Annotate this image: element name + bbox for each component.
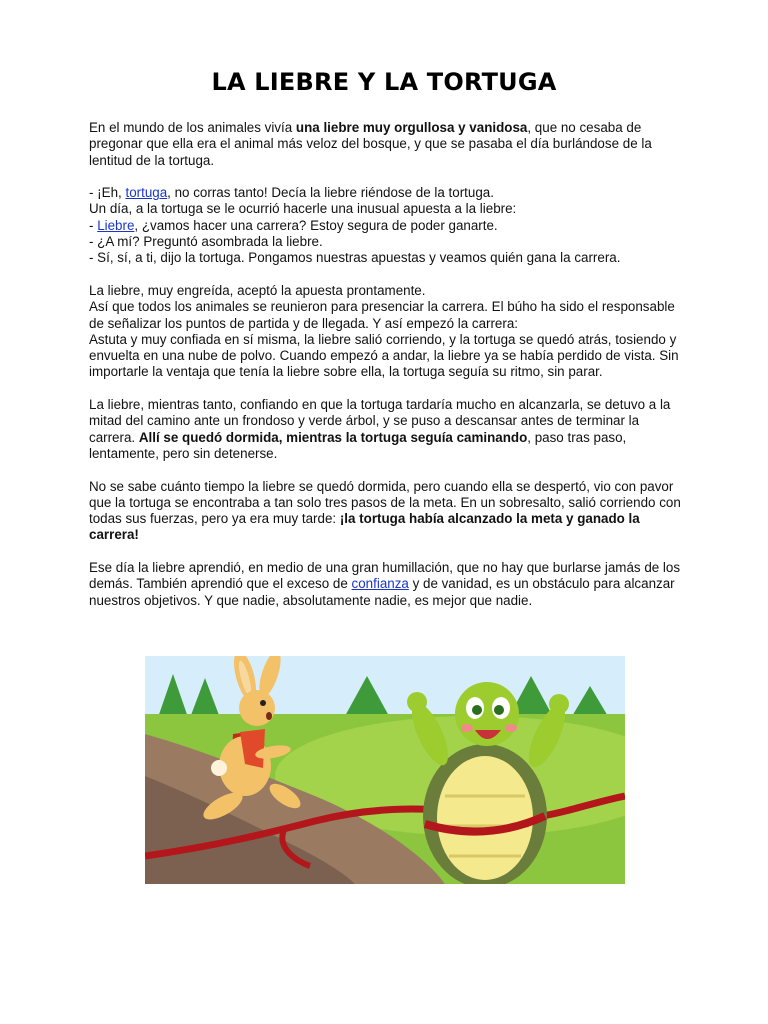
turtle-shell-front: [437, 756, 533, 880]
paragraph-text: , paso tras paso, lentamente, pero sin detenerse.: [89, 429, 627, 461]
paragraph-3: [89, 283, 681, 381]
line-text: - ¡Eh,: [89, 185, 126, 201]
hare-head: [239, 690, 275, 726]
narration-line: Astuta y muy confiada en sí misma, la liebre salió corriendo, y la tortuga se quedó atrás, tosiendo y envuelta en una nube de polvo. Cuando empezó a andar, la liebre ya se había perdido de vista. Sin importarle la ventaja que tenía la liebre sobre ella, la tortuga seguía su ritmo, sin parar.: [89, 331, 679, 380]
narration-line: La liebre, muy engreída, aceptó la apuesta prontamente.: [89, 282, 426, 298]
dialogue-line: - Sí, sí, a ti, dijo la tortuga. Pongamos nuestras apuestas y veamos quién gana la carrera.: [89, 250, 621, 266]
bold-phrase: ¡la tortuga había alcanzado la meta y ganado la carrera!: [89, 511, 640, 543]
bold-phrase: Allí se quedó dormida, mientras la tortuga seguía caminando: [138, 429, 528, 445]
paragraph-text: , que no cesaba de pregonar que ella era el animal más veloz del bosque, y que se pasaba el día burlándose de la lentitud de la tortuga.: [89, 120, 652, 168]
story-body: [89, 120, 681, 625]
bold-phrase: una liebre muy orgullosa y vanidosa: [295, 120, 528, 135]
link-confianza[interactable]: confianza: [351, 576, 409, 592]
story-illustration: [145, 656, 625, 884]
line-text: , no corras tanto! Decía la liebre riéndose de la tortuga.: [167, 185, 494, 201]
dialogue-line: [89, 218, 681, 234]
turtle-hand: [407, 692, 427, 712]
line-text: -: [89, 217, 98, 233]
hare-mouth: [266, 712, 272, 720]
paragraph-text: No se sabe cuánto tiempo la liebre se quedó dormida, pero cuando ella se despertó, vio con pavor que la tortuga se encontraba a tan solo tres pasos de la meta. En un sobresalto, salió corriendo con todas sus fuerzas, pero ya era muy tarde:: [89, 478, 681, 527]
turtle-hand: [549, 694, 569, 714]
paragraph-text: La liebre, mientras tanto, confiando en que la tortuga tardaría mucho en alcanzarla, se detuvo a la mitad del camino ante un frondoso y verde árbol, y se puso a descansar antes de terminar la carrera.: [89, 397, 671, 445]
paragraph-1: [89, 120, 681, 169]
dialogue-line: [89, 185, 681, 201]
turtle-pupil: [494, 705, 504, 715]
page-title: LA LIEBRE Y LA TORTUGA: [211, 68, 557, 96]
paragraph-2: [89, 185, 681, 266]
narration-line: Así que todos los animales se reunieron para presenciar la carrera. El búho ha sido el responsable de señalizar los puntos de partida y de llegada. Y así empezó la carrera:: [89, 299, 675, 331]
paragraph-text: Ese día la liebre aprendió, en medio de una gran humillación, que no hay que burlarse jamás de los demás. También aprendió que el exceso de: [89, 560, 681, 592]
hare-and-turtle-illustration: [145, 656, 625, 884]
paragraph-5: [89, 479, 681, 544]
narration-line: Un día, a la tortuga se le ocurrió hacerle una inusual apuesta a la liebre:: [89, 201, 517, 217]
turtle-cheek: [461, 724, 473, 732]
turtle-cheek: [505, 724, 517, 732]
hare-tail: [211, 760, 227, 776]
dialogue-line: - ¿A mí? Preguntó asombrada la liebre.: [89, 234, 323, 250]
paragraph-4: [89, 397, 681, 462]
link-liebre[interactable]: Liebre: [97, 217, 135, 233]
link-tortuga[interactable]: tortuga: [125, 185, 168, 201]
paragraph-text: En el mundo de los animales vivía: [89, 120, 296, 135]
paragraph-6: [89, 560, 681, 609]
hare-eye: [260, 700, 266, 706]
line-text: , ¿vamos hacer una carrera? Estoy segura de poder ganarte.: [134, 217, 498, 233]
paragraph-text: y de vanidad, es un obstáculo para alcanzar nuestros objetivos. Y que nadie, absolutamente nadie, es mejor que nadie.: [89, 576, 675, 608]
turtle-pupil: [472, 705, 482, 715]
